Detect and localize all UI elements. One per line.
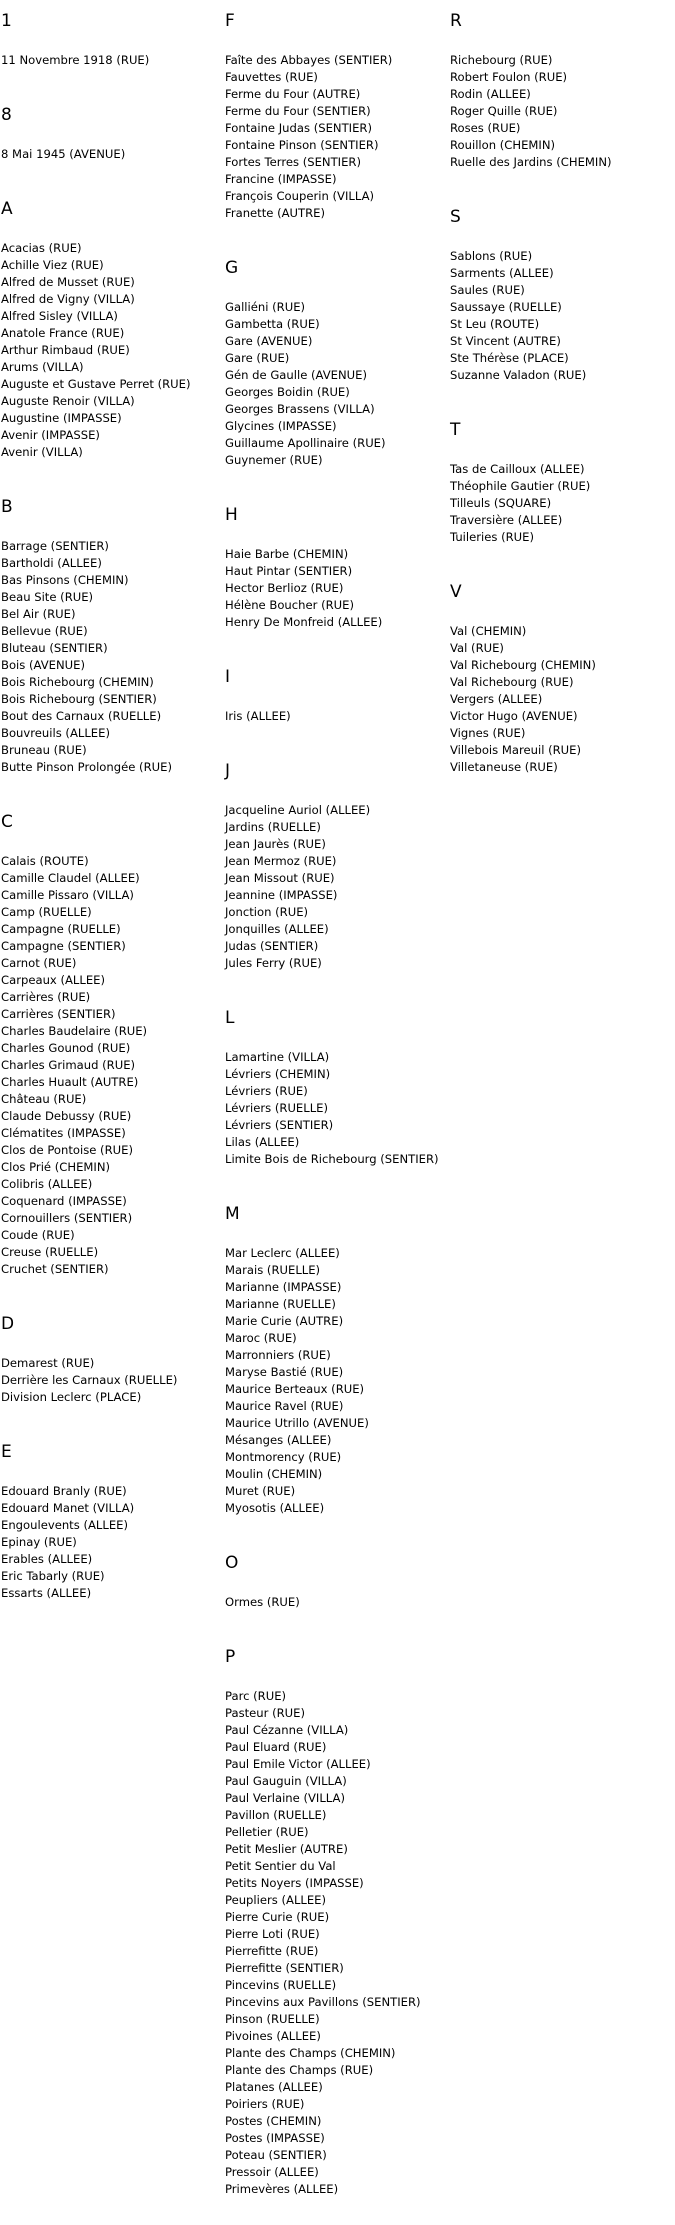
street-entry: Pierrefitte (RUE) (225, 1944, 319, 1958)
letter-heading: D (1, 1314, 15, 1334)
street-entry: Arthur Rimbaud (RUE) (1, 343, 130, 357)
street-entry: Primevères (ALLEE) (225, 2182, 339, 2196)
street-entry: Arums (VILLA) (1, 360, 84, 374)
street-entry: Carrières (RUE) (1, 990, 91, 1004)
street-entry: Jacqueline Auriol (ALLEE) (225, 803, 371, 817)
street-entry: Val Richebourg (RUE) (450, 675, 574, 689)
street-entry: Coude (RUE) (1, 1228, 75, 1242)
letter-heading: L (225, 1008, 235, 1028)
street-entry: Cornouillers (SENTIER) (1, 1211, 133, 1225)
street-entry: Ruelle des Jardins (CHEMIN) (450, 155, 612, 169)
street-entry: Bout des Carnaux (RUELLE) (1, 709, 162, 723)
street-entry: Mar Leclerc (ALLEE) (225, 1246, 340, 1260)
street-entry: Myosotis (ALLEE) (225, 1501, 325, 1515)
street-entry: Division Leclerc (PLACE) (1, 1390, 142, 1404)
street-entry: Saules (RUE) (450, 283, 525, 297)
street-entry: Petit Meslier (AUTRE) (225, 1842, 348, 1856)
street-entry: Bas Pinsons (CHEMIN) (1, 573, 129, 587)
street-entry: Jardins (RUELLE) (225, 820, 321, 834)
street-entry: Fauvettes (RUE) (225, 70, 318, 84)
letter-group (1, 488, 221, 776)
street-entry: Carpeaux (ALLEE) (1, 973, 106, 987)
letter-heading: A (1, 199, 13, 219)
street-entry: Camille Claudel (ALLEE) (1, 871, 140, 885)
street-entry: Avenir (IMPASSE) (1, 428, 100, 442)
letter-group (1, 1305, 221, 1406)
street-entry: Pelletier (RUE) (225, 1825, 309, 1839)
street-entry: Marais (RUELLE) (225, 1263, 321, 1277)
index-column (1, 0, 221, 1629)
letter-heading: T (450, 420, 461, 440)
street-entry: 8 Mai 1945 (AVENUE) (1, 147, 126, 161)
street-entry: Camp (RUELLE) (1, 905, 92, 919)
street-entry: Lévriers (SENTIER) (225, 1118, 334, 1132)
street-entry: Maryse Bastié (RUE) (225, 1365, 344, 1379)
street-entry: Marianne (RUELLE) (225, 1297, 336, 1311)
street-entry: Marianne (IMPASSE) (225, 1280, 342, 1294)
street-entry: Jeannine (IMPASSE) (225, 888, 338, 902)
street-entry: Auguste et Gustave Perret (RUE) (1, 377, 191, 391)
street-entry: Haie Barbe (CHEMIN) (225, 547, 349, 561)
street-entry: Alfred de Musset (RUE) (1, 275, 135, 289)
street-entry: Eric Tabarly (RUE) (1, 1569, 105, 1583)
street-entry: Lévriers (RUELLE) (225, 1101, 329, 1115)
street-entry: Rouillon (CHEMIN) (450, 138, 556, 152)
street-entry: Faîte des Abbayes (SENTIER) (225, 53, 393, 67)
letter-group (225, 999, 445, 1168)
street-entry: Guynemer (RUE) (225, 453, 323, 467)
street-entry: Château (RUE) (1, 1092, 87, 1106)
street-entry: Georges Brassens (VILLA) (225, 402, 375, 416)
street-entry: Gare (RUE) (225, 351, 290, 365)
street-entry: Bluteau (SENTIER) (1, 641, 108, 655)
letter-heading: H (225, 505, 238, 525)
street-entry: Lévriers (CHEMIN) (225, 1067, 331, 1081)
street-entry: Augustine (IMPASSE) (1, 411, 122, 425)
street-entry: Marronniers (RUE) (225, 1348, 331, 1362)
street-entry: Jonction (RUE) (225, 905, 309, 919)
street-entry: Barrage (SENTIER) (1, 539, 109, 553)
letter-heading: 1 (1, 11, 12, 31)
street-entry: Maurice Utrillo (AVENUE) (225, 1416, 369, 1430)
street-entry: Calais (ROUTE) (1, 854, 89, 868)
street-entry: Haut Pintar (SENTIER) (225, 564, 353, 578)
street-entry: Georges Boidin (RUE) (225, 385, 350, 399)
street-entry: Achille Viez (RUE) (1, 258, 104, 272)
street-entry: Jean Missout (RUE) (225, 871, 335, 885)
street-entry: Sablons (RUE) (450, 249, 533, 263)
street-entry: Fontaine Judas (SENTIER) (225, 121, 372, 135)
street-entry: Bois (AVENUE) (1, 658, 85, 672)
street-entry: Ormes (RUE) (225, 1595, 300, 1609)
street-entry: Val (RUE) (450, 641, 504, 655)
street-entry: Camille Pissaro (VILLA) (1, 888, 134, 902)
street-entry: François Couperin (VILLA) (225, 189, 375, 203)
street-entry: Lamartine (VILLA) (225, 1050, 330, 1064)
street-entry: Ferme du Four (AUTRE) (225, 87, 361, 101)
street-entry: Butte Pinson Prolongée (RUE) (1, 760, 172, 774)
street-entry: Petit Sentier du Val (225, 1859, 336, 1873)
street-entry: Tuileries (RUE) (450, 530, 535, 544)
index-column (225, 0, 445, 2225)
street-entry: Clématites (IMPASSE) (1, 1126, 126, 1140)
letter-heading: O (225, 1553, 239, 1573)
street-entry: Plante des Champs (CHEMIN) (225, 2046, 396, 2060)
street-entry: Lilas (ALLEE) (225, 1135, 300, 1149)
letter-group (225, 1638, 445, 2198)
letter-group (225, 0, 445, 222)
street-entry: Coquenard (IMPASSE) (1, 1194, 127, 1208)
letter-group (225, 752, 445, 972)
letter-group (225, 1544, 445, 1611)
street-entry: Roger Quille (RUE) (450, 104, 558, 118)
street-entry: Paul Verlaine (VILLA) (225, 1791, 345, 1805)
street-entry: Judas (SENTIER) (225, 939, 319, 953)
street-entry: Parc (RUE) (225, 1689, 287, 1703)
street-entry: Claude Debussy (RUE) (1, 1109, 132, 1123)
letter-heading: V (450, 582, 462, 602)
street-entry: Campagne (RUELLE) (1, 922, 121, 936)
street-entry: Fontaine Pinson (SENTIER) (225, 138, 379, 152)
street-entry: Victor Hugo (AVENUE) (450, 709, 578, 723)
letter-heading: R (450, 11, 462, 31)
street-entry: Guillaume Apollinaire (RUE) (225, 436, 386, 450)
letter-group (1, 0, 221, 69)
street-entry: Paul Gauguin (VILLA) (225, 1774, 347, 1788)
street-entry: Rodin (ALLEE) (450, 87, 531, 101)
letter-heading: B (1, 497, 13, 517)
street-entry: Moulin (CHEMIN) (225, 1467, 323, 1481)
street-entry: Ferme du Four (SENTIER) (225, 104, 371, 118)
street-entry: Maroc (RUE) (225, 1331, 297, 1345)
street-entry: Anatole France (RUE) (1, 326, 125, 340)
street-entry: Essarts (ALLEE) (1, 1586, 92, 1600)
street-entry: Galliéni (RUE) (225, 300, 306, 314)
street-entry: Gare (AVENUE) (225, 334, 313, 348)
street-entry: Bruneau (RUE) (1, 743, 87, 757)
street-entry: Villetaneuse (RUE) (450, 760, 558, 774)
street-entry: Charles Baudelaire (RUE) (1, 1024, 148, 1038)
street-entry: Poteau (SENTIER) (225, 2148, 327, 2162)
letter-group (1, 96, 221, 163)
street-entry: Carrières (SENTIER) (1, 1007, 116, 1021)
letter-group (1, 190, 221, 461)
street-entry: Paul Cézanne (VILLA) (225, 1723, 349, 1737)
letter-group (450, 573, 675, 776)
letter-group (450, 198, 675, 384)
street-entry: Beau Site (RUE) (1, 590, 94, 604)
street-entry: Alfred de Vigny (VILLA) (1, 292, 135, 306)
street-entry: Hélène Boucher (RUE) (225, 598, 354, 612)
street-entry: Pressoir (ALLEE) (225, 2165, 319, 2179)
street-entry: Bouvreuils (ALLEE) (1, 726, 110, 740)
street-entry: Maurice Berteaux (RUE) (225, 1382, 365, 1396)
street-entry: Pincevins aux Pavillons (SENTIER) (225, 1995, 421, 2009)
letter-heading: 8 (1, 105, 12, 125)
street-entry: Val Richebourg (CHEMIN) (450, 658, 596, 672)
street-entry: Demarest (RUE) (1, 1356, 95, 1370)
letter-heading: G (225, 258, 239, 278)
street-entry: Gambetta (RUE) (225, 317, 320, 331)
letter-heading: P (225, 1647, 236, 1667)
street-entry: Pierre Loti (RUE) (225, 1927, 320, 1941)
street-entry: Bois Richebourg (SENTIER) (1, 692, 157, 706)
street-entry: Pasteur (RUE) (225, 1706, 306, 1720)
street-entry: Petits Noyers (IMPASSE) (225, 1876, 364, 1890)
street-entry: Pincevins (RUELLE) (225, 1978, 337, 1992)
street-entry: Postes (CHEMIN) (225, 2114, 322, 2128)
street-entry: Lévriers (RUE) (225, 1084, 308, 1098)
street-entry: Henry De Monfreid (ALLEE) (225, 615, 383, 629)
letter-heading: E (1, 1442, 12, 1462)
street-entry: Pinson (RUELLE) (225, 2012, 320, 2026)
letter-heading: J (225, 761, 231, 781)
letter-heading: C (1, 812, 13, 832)
street-entry: Epinay (RUE) (1, 1535, 77, 1549)
street-entry: Ste Thérèse (PLACE) (450, 351, 569, 365)
street-entry: Vergers (ALLEE) (450, 692, 543, 706)
letter-heading: M (225, 1204, 240, 1224)
letter-group (225, 249, 445, 469)
street-entry: Maurice Ravel (RUE) (225, 1399, 344, 1413)
letter-heading: I (225, 667, 231, 687)
street-entry: Iris (ALLEE) (225, 709, 291, 723)
street-entry: Jean Jaurès (RUE) (225, 837, 326, 851)
street-entry: Peupliers (ALLEE) (225, 1893, 327, 1907)
street-entry: Clos Prié (CHEMIN) (1, 1160, 111, 1174)
street-entry: Tilleuls (SQUARE) (450, 496, 552, 510)
letter-group (450, 0, 675, 171)
letter-group (225, 496, 445, 631)
street-entry: Clos de Pontoise (RUE) (1, 1143, 133, 1157)
street-entry: Jean Mermoz (RUE) (225, 854, 337, 868)
street-entry: Postes (IMPASSE) (225, 2131, 325, 2145)
street-entry: Poiriers (RUE) (225, 2097, 305, 2111)
street-entry: Pivoines (ALLEE) (225, 2029, 321, 2043)
street-entry: Glycines (IMPASSE) (225, 419, 337, 433)
street-entry: Charles Huault (AUTRE) (1, 1075, 139, 1089)
street-entry: Bellevue (RUE) (1, 624, 88, 638)
street-entry: Creuse (RUELLE) (1, 1245, 99, 1259)
street-entry: Auguste Renoir (VILLA) (1, 394, 135, 408)
letter-group (1, 1433, 221, 1602)
street-entry: Pierre Curie (RUE) (225, 1910, 330, 1924)
street-entry: Edouard Manet (VILLA) (1, 1501, 135, 1515)
street-entry: Campagne (SENTIER) (1, 939, 126, 953)
street-entry: Robert Foulon (RUE) (450, 70, 568, 84)
letter-heading: F (225, 11, 235, 31)
street-entry: Jonquilles (ALLEE) (225, 922, 329, 936)
street-entry: Pavillon (RUELLE) (225, 1808, 327, 1822)
street-entry: Traversière (ALLEE) (450, 513, 563, 527)
street-entry: Mésanges (ALLEE) (225, 1433, 332, 1447)
street-entry: Jules Ferry (RUE) (225, 956, 322, 970)
street-entry: Acacias (RUE) (1, 241, 82, 255)
street-entry: Roses (RUE) (450, 121, 521, 135)
street-entry: Charles Gounod (RUE) (1, 1041, 131, 1055)
letter-group (225, 1195, 445, 1517)
street-entry: St Leu (ROUTE) (450, 317, 540, 331)
street-entry: Villebois Mareuil (RUE) (450, 743, 582, 757)
street-entry: Charles Grimaud (RUE) (1, 1058, 136, 1072)
street-entry: Paul Eluard (RUE) (225, 1740, 327, 1754)
street-entry: Franette (AUTRE) (225, 206, 326, 220)
street-entry: Platanes (ALLEE) (225, 2080, 323, 2094)
street-entry: Vignes (RUE) (450, 726, 526, 740)
street-entry: Saussaye (RUELLE) (450, 300, 562, 314)
street-entry: Colibris (ALLEE) (1, 1177, 93, 1191)
letter-group (1, 803, 221, 1278)
street-entry: Bartholdi (ALLEE) (1, 556, 102, 570)
letter-group (225, 658, 445, 725)
street-entry: Fortes Terres (SENTIER) (225, 155, 361, 169)
street-entry: Bel Air (RUE) (1, 607, 76, 621)
street-entry: Alfred Sisley (VILLA) (1, 309, 118, 323)
street-entry: Hector Berlioz (RUE) (225, 581, 344, 595)
street-entry: St Vincent (AUTRE) (450, 334, 561, 348)
street-entry: Val (CHEMIN) (450, 624, 527, 638)
street-entry: 11 Novembre 1918 (RUE) (1, 53, 150, 67)
street-entry: Théophile Gautier (RUE) (450, 479, 591, 493)
letter-heading: S (450, 207, 461, 227)
street-entry: Bois Richebourg (CHEMIN) (1, 675, 154, 689)
street-entry: Derrière les Carnaux (RUELLE) (1, 1373, 178, 1387)
street-entry: Francine (IMPASSE) (225, 172, 337, 186)
street-entry: Carnot (RUE) (1, 956, 77, 970)
street-entry: Gén de Gaulle (AVENUE) (225, 368, 368, 382)
street-entry: Tas de Cailloux (ALLEE) (450, 462, 585, 476)
street-entry: Cruchet (SENTIER) (1, 1262, 109, 1276)
street-entry: Erables (ALLEE) (1, 1552, 93, 1566)
street-entry: Paul Emile Victor (ALLEE) (225, 1757, 371, 1771)
index-column (450, 0, 675, 803)
street-entry: Richebourg (RUE) (450, 53, 553, 67)
street-entry: Marie Curie (AUTRE) (225, 1314, 344, 1328)
street-entry: Montmorency (RUE) (225, 1450, 342, 1464)
street-entry: Edouard Branly (RUE) (1, 1484, 127, 1498)
street-entry: Avenir (VILLA) (1, 445, 83, 459)
street-entry: Muret (RUE) (225, 1484, 296, 1498)
street-entry: Engoulevents (ALLEE) (1, 1518, 128, 1532)
street-entry: Limite Bois de Richebourg (SENTIER) (225, 1152, 439, 1166)
street-entry: Plante des Champs (RUE) (225, 2063, 374, 2077)
street-entry: Pierrefitte (SENTIER) (225, 1961, 344, 1975)
letter-group (450, 411, 675, 546)
street-entry: Sarments (ALLEE) (450, 266, 554, 280)
street-entry: Suzanne Valadon (RUE) (450, 368, 587, 382)
